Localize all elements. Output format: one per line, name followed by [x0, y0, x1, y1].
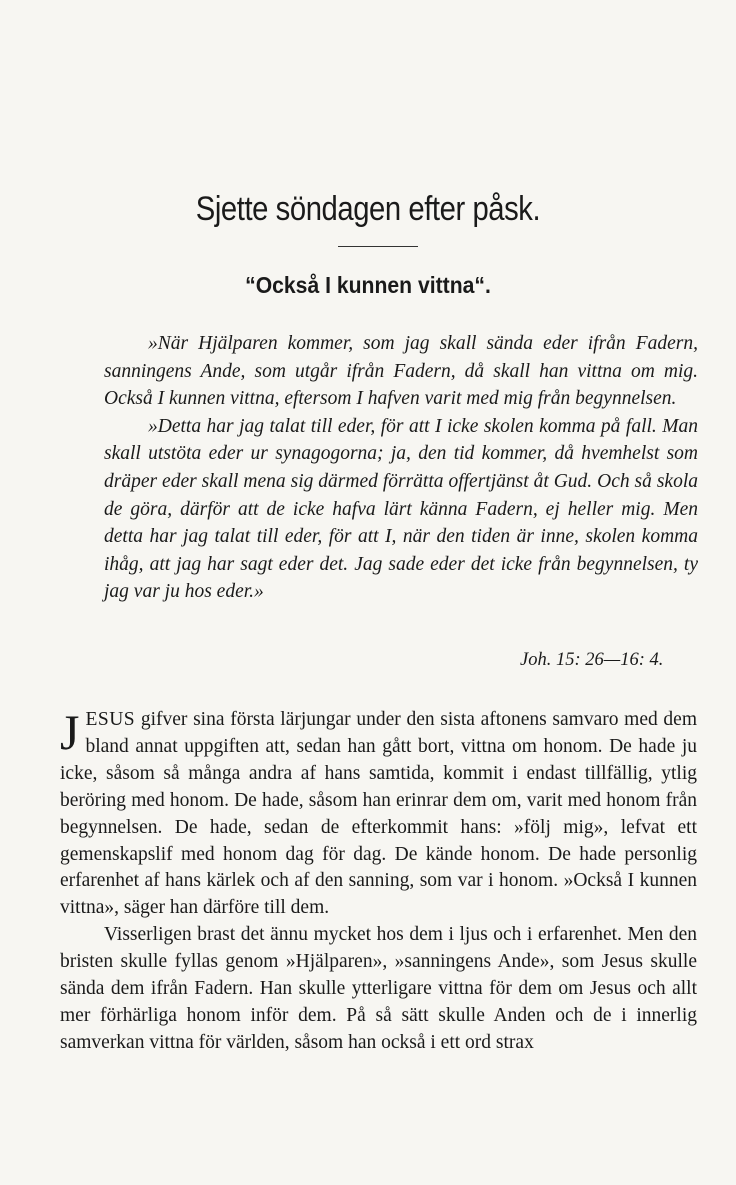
sermon-subtitle: “Också I kunnen vittna“. — [245, 272, 491, 298]
page-title: Sjette söndagen efter påsk. — [195, 190, 541, 228]
scripture-paragraph: »När Hjälparen kommer, som jag skall sända eder ifrån Fadern, sanningens Ande, som utgår ifrån Fadern, då skall han vittna om mig. Också I kunnen vittna, eftersom I hafven varit med mig från begynnelsen. — [104, 333, 698, 410]
scripture-reference: Joh. 15: 26—16: 4. — [520, 650, 664, 670]
scripture-passage — [104, 330, 698, 606]
sermon-body — [60, 704, 697, 1057]
body-paragraph — [60, 704, 697, 922]
body-paragraph-text: gifver sina första lärjungar under den sista aftonens samvaro med dem bland annat uppgiften att, sedan han gått bort, vittna om honom. De hade ju icke, såsom så många andra af hans samtida, kommit i endast tillfällig, ytlig beröring med honom. De hade, såsom han erinrar dem om, varit med honom från begynnelsen. De hade, sedan de efterkommit hans: »följ mig», lefvat ett gemenskapslif med honom dag för dag. De kände honom. De hade personlig erfarenhet af hans kärlek och af den sanning, som var i honom. »Också I kunnen vittna», säger han därföre till dem. — [60, 709, 697, 919]
first-word: ESUS — [85, 709, 136, 730]
scripture-paragraph: »Detta har jag talat till eder, för att I icke skolen komma på fall. Man skall utstöta eder ur synagogorna; ja, den tid kommer, då hvemhelst som dräper eder skall mena sig därmed förrätta offertjänst åt Gud. Och så skola de göra, därför att de icke hafva lärt känna Fadern, ej heller mig. Men detta har jag talat till eder, för att I, när den tiden är inne, skolen komma ihåg, att jag har sagt eder det. Jag sade eder det icke från begynnelsen, ty jag var ju hos eder.» — [104, 415, 698, 603]
body-paragraph: Visserligen brast det ännu mycket hos dem i ljus och i erfarenhet. Men den bristen skulle fyllas genom »Hjälparen», »sanningens Ande», som Jesus skulle sända dem ifrån Fadern. Han skulle ytterligare vittna för dem om Jesus och allt mer förhärliga honom inför dem. På så sätt skulle Anden och de i innerlig samverkan vittna för världen, såsom han också i ett ord strax — [60, 924, 697, 1053]
title-divider — [338, 246, 418, 247]
drop-cap: J — [60, 704, 80, 760]
